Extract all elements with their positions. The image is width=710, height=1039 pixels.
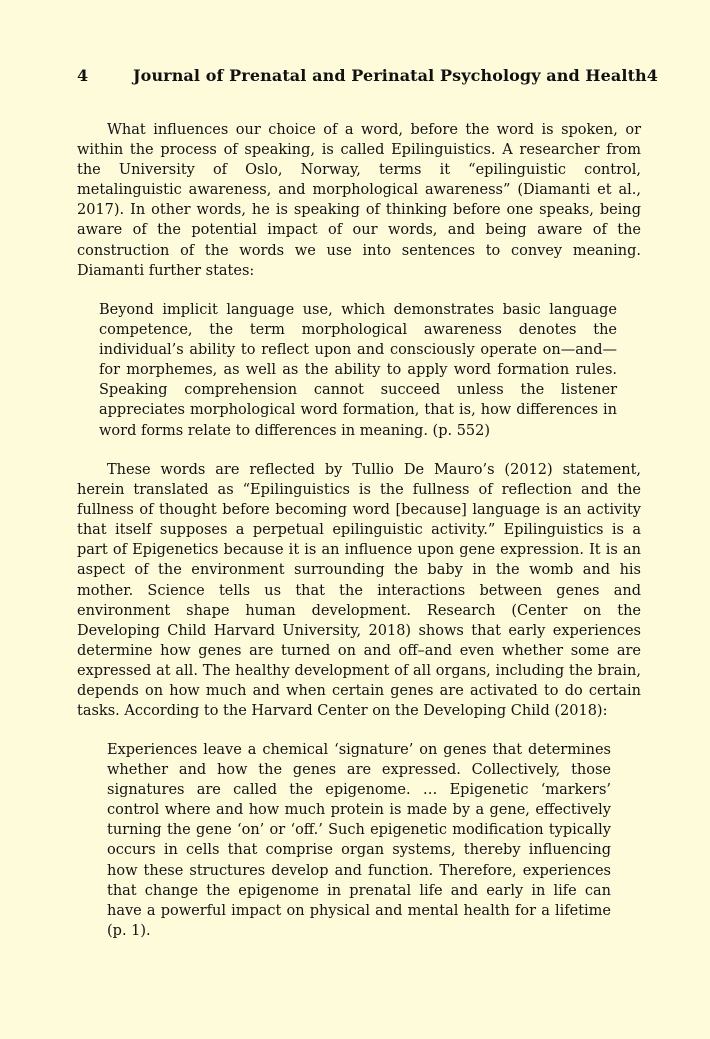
body-paragraph-1: What influences our choice of a word, before the word is spoken, or within the process of speaking, is called Epilinguistics. A researcher from the University of Oslo, Norway, terms it “epilinguistic control, metalinguistic awareness, and morphological awareness” (Diamanti et al., 2017). In other words, he is speaking of thinking before one speaks, being aware of the potential impact of our words, and being aware of the construction of the words we use into sentences to convey meaning. Diamanti further states:: [77, 122, 641, 279]
running-title: Journal of Prenatal and Perinatal Psychology and Health4: [133, 66, 659, 85]
block-quote-2: Experiences leave a chemical ‘signature’ on genes that determines whether and how the genes are expressed. Collectively, those signatures are called the epigenome. … Epigenetic ‘markers’ control where and how much protein is made by a gene, effectively turning the gene ‘on’ or ‘off.’ Such epigenetic modification typically occurs in cells that comprise organ systems, thereby influencing how these structures develop and function. Therefore, experiences that change the epigenome in prenatal life and early in life can have a powerful impact on physical and mental health for a lifetime (p. 1).: [107, 742, 611, 939]
page-header: [77, 66, 659, 88]
block-quote-1: Beyond implicit language use, which demonstrates basic language competence, the term morphological awareness denotes the individual’s ability to reflect upon and consciously operate on—and—for morphemes, as well as the ability to apply word formation rules. Speaking comprehension cannot succeed unless the listener appreciates morphological word formation, that is, how differences in word forms relate to differences in meaning. (p. 552): [99, 302, 617, 439]
page-number: 4: [77, 66, 89, 85]
body-paragraph-2: These words are reflected by Tullio De Mauro’s (2012) statement, herein translated as “Epilinguistics is the fullness of reflection and the fullness of thought before becoming word [because] language is an activity that itself supposes a perpetual epilinguistic activity.” Epilinguistics is a part of Epigenetics because it is an influence upon gene expression. It is an aspect of the environment surrounding the baby in the womb and his mother. Science tells us that the interactions between genes and environment shape human development. Research (Center on the Developing Child Harvard University, 2018) shows that early experiences determine how genes are turned on and off–and even whether some are expressed at all. The healthy development of all organs, including the brain, depends on how much and when certain genes are activated to do certain tasks. According to the Harvard Center on the Developing Child (2018):: [77, 462, 641, 720]
